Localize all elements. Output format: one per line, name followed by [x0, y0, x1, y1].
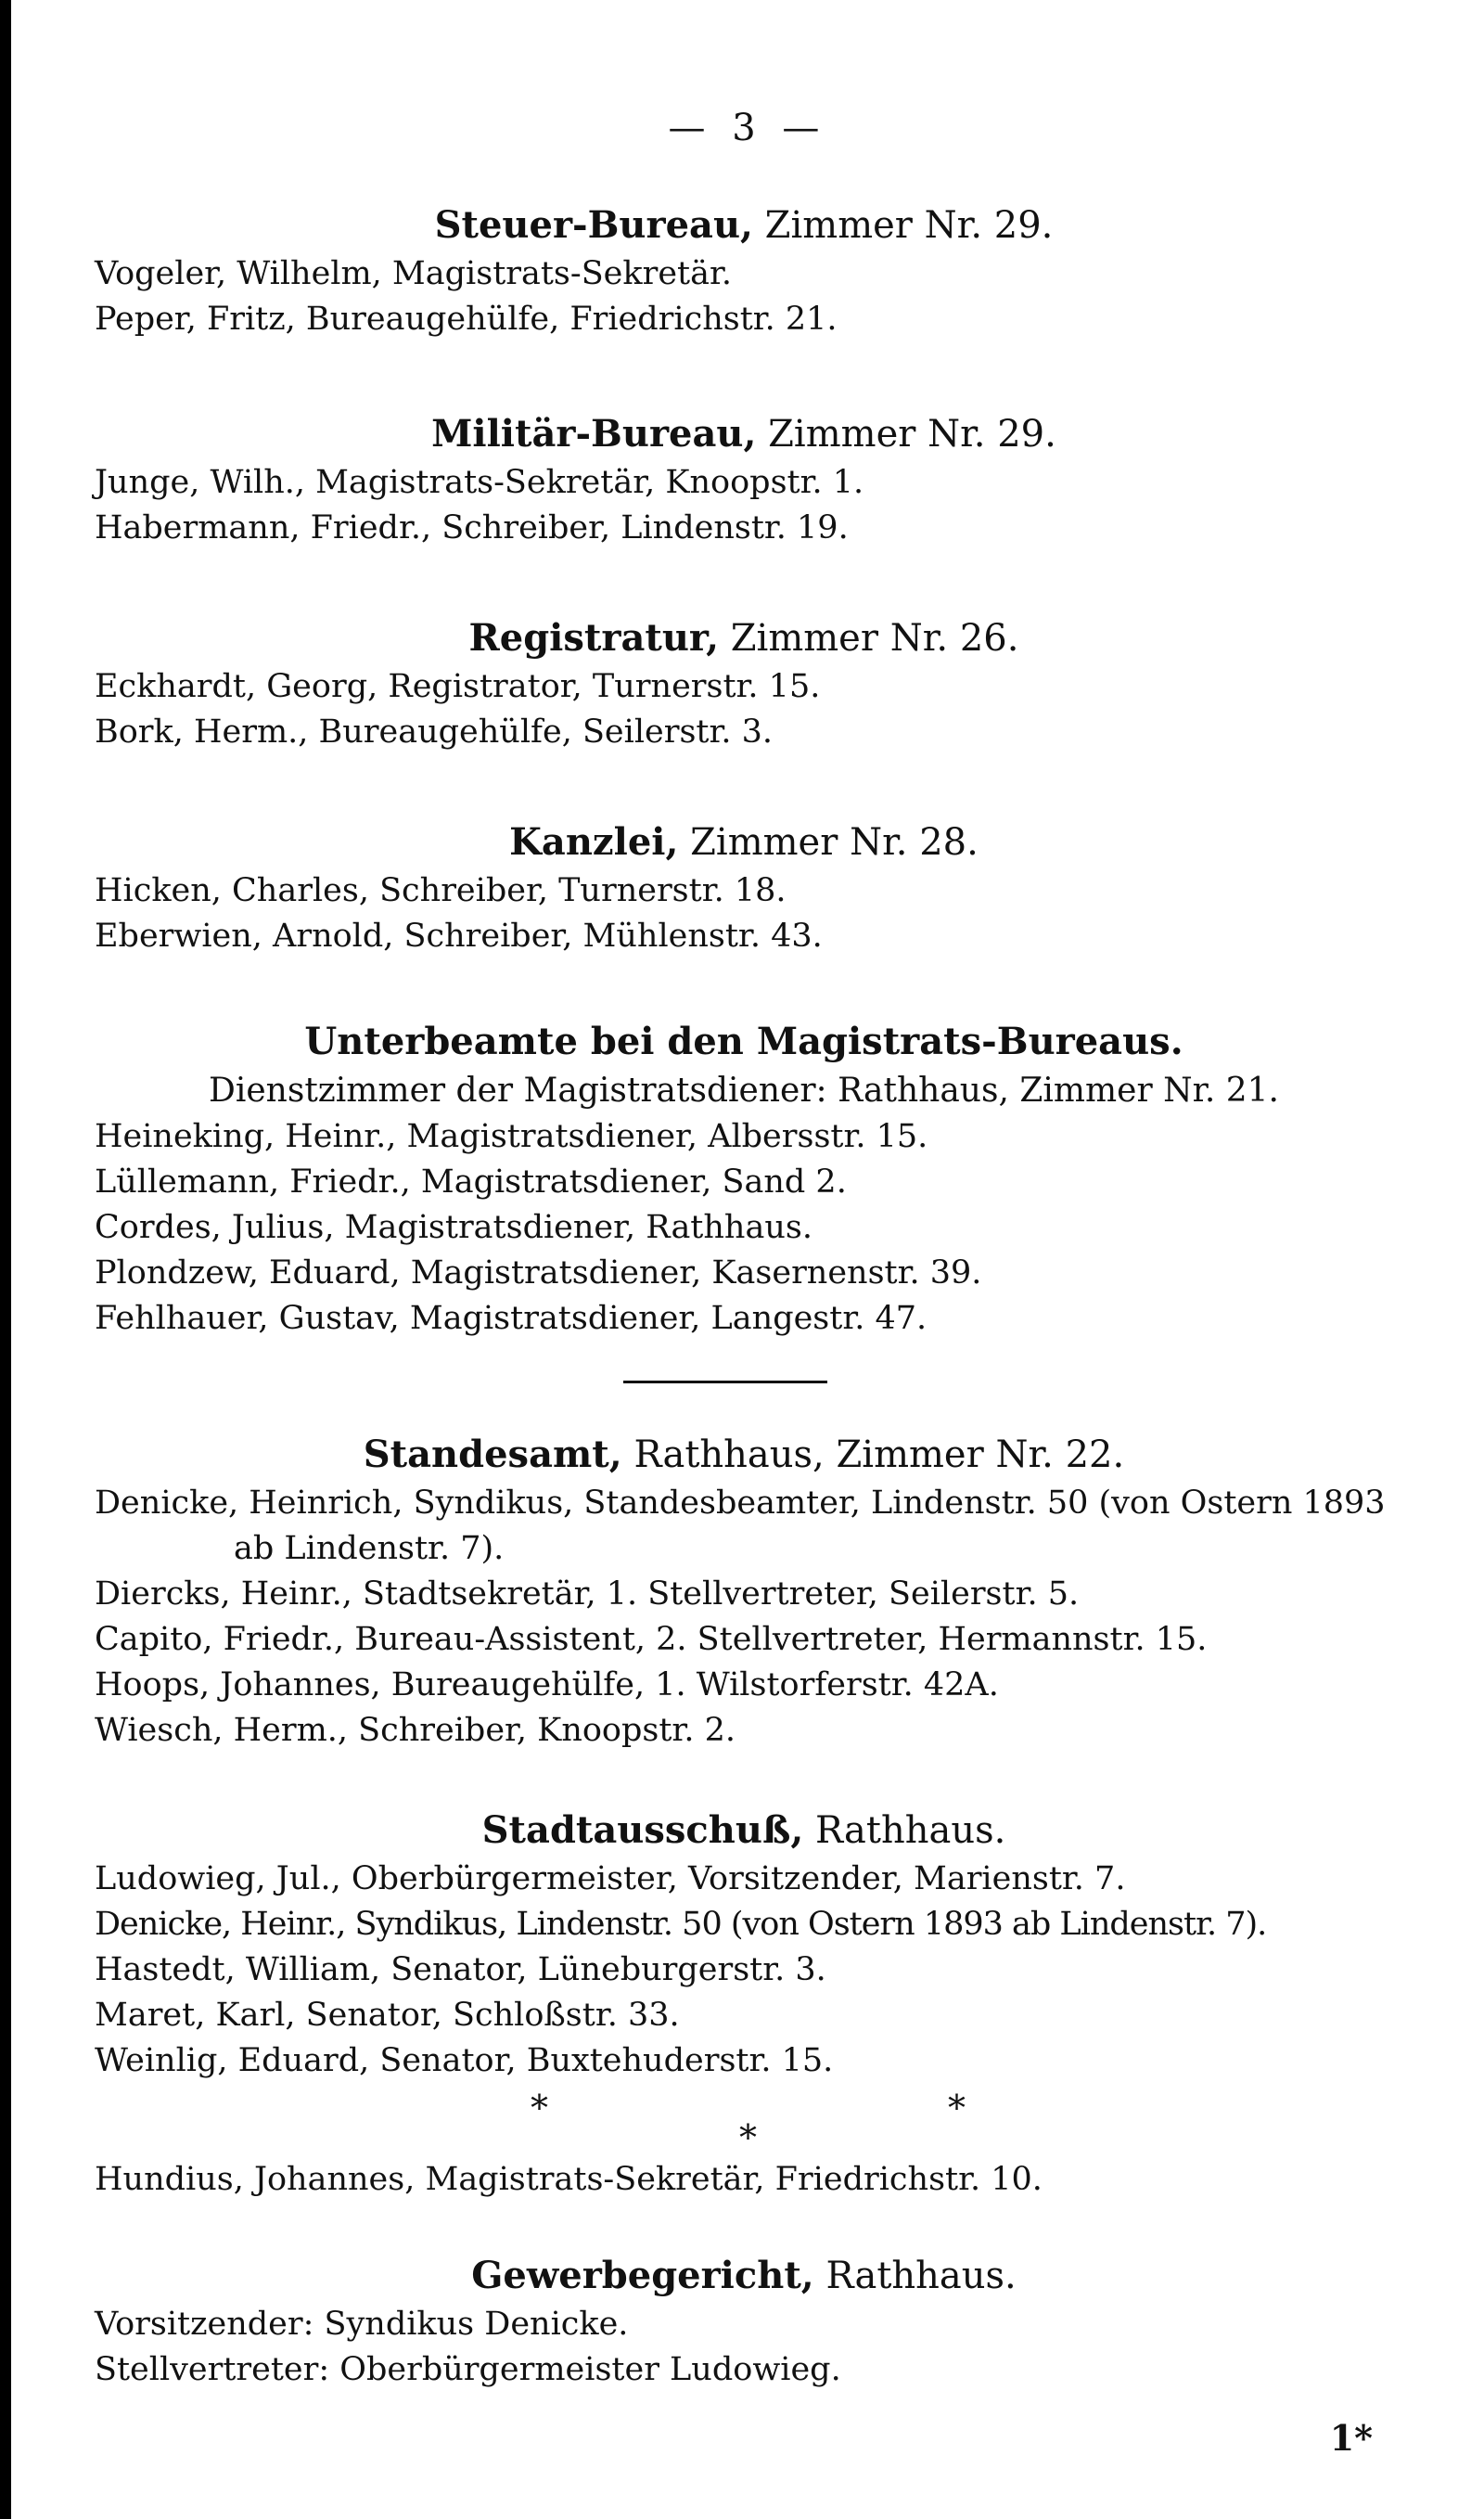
section-stadtausschuss: [95, 1805, 1393, 2084]
heading-room: Zimmer Nr. 29.: [768, 413, 1056, 456]
section-heading: [95, 612, 1393, 664]
entry-line: Ludowieg, Jul., Oberbürgermeister, Vorsitzender, Marienstr. 7.: [95, 1860, 1126, 1897]
heading-title: Unterbeamte bei den Magistrats-Bureaus.: [304, 1020, 1183, 1063]
section-standesamt: [95, 1429, 1393, 1754]
entry-line: Denicke, Heinr., Syndikus, Lindenstr. 50 (von Ostern 1893 ab Lindenstr. 7).: [95, 1906, 1267, 1943]
heading-title: Registratur,: [468, 616, 720, 660]
section-registratur: [95, 612, 1393, 755]
entry-line: Cordes, Julius, Magistratsdiener, Rathhaus.: [95, 1209, 812, 1246]
entry-line: Peper, Fritz, Bureaugehülfe, Friedrichstr. 21.: [95, 301, 838, 338]
asterisk: *: [531, 2088, 548, 2128]
entry-line: Fehlhauer, Gustav, Magistratsdiener, Langestr. 47.: [95, 1300, 928, 1337]
entry-line: Bork, Herm., Bureaugehülfe, Seilerstr. 3.: [95, 713, 774, 751]
heading-room: Rathhaus.: [825, 2255, 1017, 2297]
entry-line: Stellvertreter: Oberbürgermeister Ludowieg.: [95, 2351, 841, 2388]
entry-line: Hundius, Johannes, Magistrats-Sekretär, Friedrichstr. 10.: [95, 2161, 1043, 2198]
entry-line: Wiesch, Herm., Schreiber, Knoopstr. 2.: [95, 1712, 736, 1749]
page-number: — 3 —: [668, 107, 827, 149]
section-heading: [95, 1805, 1393, 1857]
entry-line: Maret, Karl, Senator, Schloßstr. 33.: [95, 1997, 680, 2034]
entry-line: Lüllemann, Friedr., Magistratsdiener, Sand 2.: [95, 1163, 847, 1201]
section-heading: [95, 408, 1393, 460]
heading-room: Zimmer Nr. 28.: [690, 821, 979, 864]
section-steuer-bureau: [95, 199, 1393, 342]
entry-line: Vogeler, Wilhelm, Magistrats-Sekretär.: [95, 255, 732, 292]
section-gewerbegericht: [95, 2250, 1393, 2393]
entry-line: Hastedt, William, Senator, Lüneburgerstr. 3.: [95, 1951, 826, 1988]
heading-title: Kanzlei,: [509, 820, 679, 864]
heading-room: Zimmer Nr. 26.: [730, 617, 1019, 660]
section-heading: [95, 816, 1393, 868]
heading-title: Steuer-Bureau,: [434, 203, 753, 247]
section-heading: [95, 199, 1393, 251]
asterisk: *: [948, 2088, 966, 2128]
heading-title: Militär-Bureau,: [431, 412, 757, 456]
heading-title: Stadtausschuß,: [481, 1808, 804, 1852]
entry-line: Hoops, Johannes, Bureaugehülfe, 1. Wilstorferstr. 42A.: [95, 1666, 999, 1703]
signature-mark: 1*: [1329, 2417, 1373, 2459]
heading-room: Rathhaus.: [814, 1809, 1006, 1852]
heading-room: Rathhaus, Zimmer Nr. 22.: [633, 1433, 1125, 1476]
section-militaer-bureau: [95, 408, 1393, 551]
entry-line: Eberwien, Arnold, Schreiber, Mühlenstr. 43.: [95, 918, 823, 955]
document-page: [11, 0, 1484, 2519]
entry-line: Heineking, Heinr., Magistratsdiener, Albersstr. 15.: [95, 1118, 928, 1155]
section-unterbeamte: [95, 1016, 1393, 1342]
entry-line: Plondzew, Eduard, Magistratsdiener, Kasernenstr. 39.: [95, 1254, 982, 1292]
section-heading: [95, 2250, 1393, 2302]
entry-line: Junge, Wilh., Magistrats-Sekretär, Knoopstr. 1.: [95, 464, 864, 501]
asterism: [531, 2088, 966, 2162]
section-stadtausschuss-extra: [95, 2157, 1393, 2203]
section-subheading: Dienstzimmer der Magistratsdiener: Rathhaus, Zimmer Nr. 21.: [209, 1072, 1279, 1110]
section-kanzlei: [95, 816, 1393, 959]
heading-title: Gewerbegericht,: [471, 2254, 814, 2297]
section-heading: [95, 1429, 1393, 1481]
heading-title: Standesamt,: [363, 1433, 622, 1476]
entry-line: Denicke, Heinrich, Syndikus, Standesbeamter, Lindenstr. 50 (von Ostern 1893 ab Lindenstr. 7).: [95, 1484, 1386, 1567]
entry-line: Diercks, Heinr., Stadtsekretär, 1. Stellvertreter, Seilerstr. 5.: [95, 1575, 1080, 1613]
section-heading: [95, 1016, 1393, 1068]
entry-line: Habermann, Friedr., Schreiber, Lindenstr. 19.: [95, 509, 849, 546]
heading-room: Zimmer Nr. 29.: [764, 204, 1054, 247]
entry-line: Hicken, Charles, Schreiber, Turnerstr. 18.: [95, 872, 787, 909]
section-divider: [623, 1381, 827, 1383]
entry-line: Capito, Friedr., Bureau-Assistent, 2. Stellvertreter, Hermannstr. 15.: [95, 1621, 1208, 1658]
entry-line: Weinlig, Eduard, Senator, Buxtehuderstr. 15.: [95, 2042, 834, 2079]
entry-line: Vorsitzender: Syndikus Denicke.: [95, 2306, 629, 2343]
asterisk: *: [739, 2117, 757, 2158]
entry-line: Eckhardt, Georg, Registrator, Turnerstr. 15.: [95, 668, 821, 705]
